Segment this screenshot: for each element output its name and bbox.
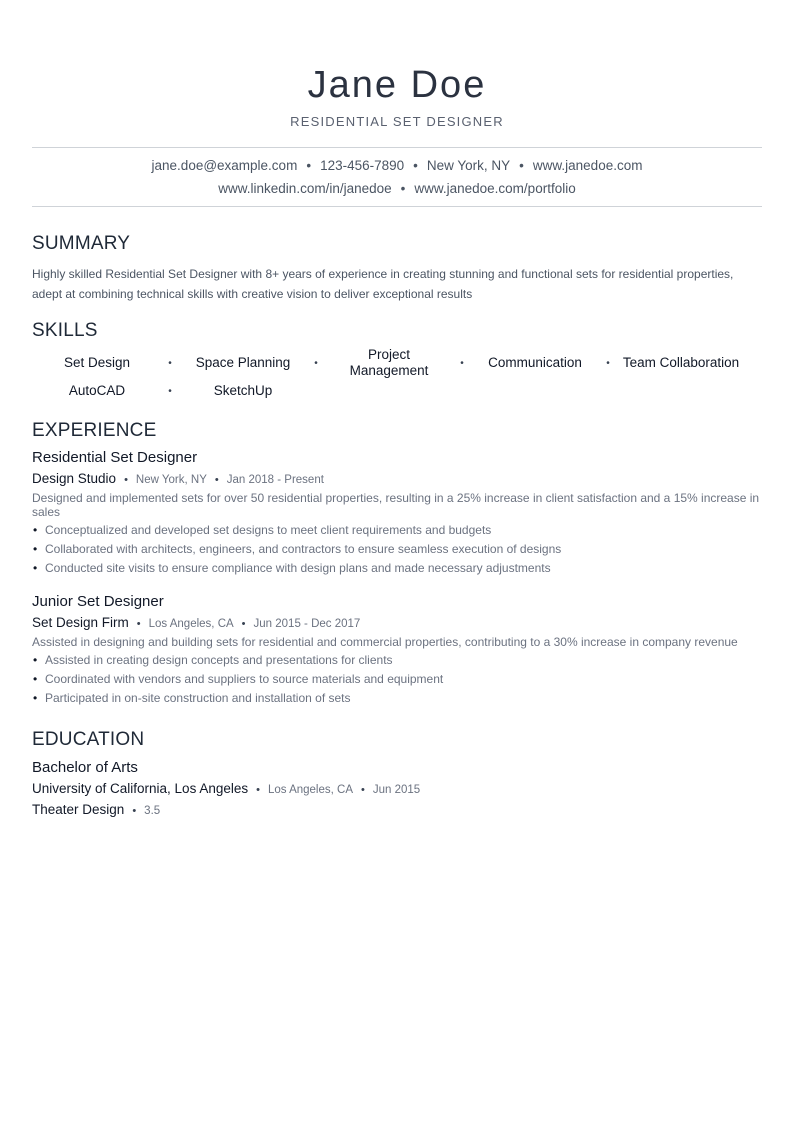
job-meta — [32, 468, 762, 490]
skills-heading: SKILLS — [32, 320, 98, 341]
candidate-name: Jane Doe — [307, 64, 487, 106]
skill-item: Set Design — [63, 355, 131, 370]
school-name: University of California, Los Angeles — [32, 781, 249, 796]
bullet-icon: • — [33, 561, 38, 575]
job-location: New York, NY — [135, 474, 207, 486]
job-entry-title: Junior Set Designer — [32, 593, 164, 610]
job-description: Assisted in designing and building sets for residential and commercial properties, contributing to a 30% increase in company revenue — [32, 635, 738, 649]
list-item: • Coordinated with vendors and suppliers to source materials and equipment — [32, 670, 762, 689]
separator-dot: • — [241, 618, 246, 630]
skills-grid — [32, 349, 762, 405]
company-name: Set Design Firm — [32, 615, 129, 630]
skill-item: Team Collaboration — [622, 355, 740, 370]
graduation-date: Jun 2015 — [372, 784, 421, 796]
job-title: RESIDENTIAL SET DESIGNER — [290, 114, 504, 129]
skill-item: Project Management — [349, 347, 429, 378]
contact-linkedin[interactable]: www.linkedin.com/in/janedoe — [218, 181, 392, 196]
list-item: • Conceptualized and developed set designs to meet client requirements and budgets — [32, 521, 762, 540]
job-dates: Jun 2015 - Dec 2017 — [253, 618, 361, 630]
bullet-icon: • — [33, 542, 38, 556]
contact-portfolio[interactable]: www.janedoe.com/portfolio — [414, 181, 576, 196]
education-meta — [32, 778, 762, 799]
separator-dot: • — [314, 357, 318, 369]
separator-dot: • — [256, 784, 260, 796]
contact-location: New York, NY — [426, 158, 511, 173]
gpa-value: 3.5 — [144, 805, 161, 817]
experience-heading: EXPERIENCE — [32, 420, 157, 441]
separator-dot: • — [606, 357, 610, 369]
separator-dot: • — [168, 357, 172, 369]
divider — [32, 206, 762, 207]
separator-dot: • — [306, 158, 312, 173]
bullet-icon: • — [33, 653, 38, 667]
job-entry-title: Residential Set Designer — [32, 449, 198, 466]
education-major — [32, 799, 762, 820]
separator-dot: • — [124, 474, 128, 486]
separator-dot: • — [132, 805, 137, 817]
separator-dot: • — [136, 618, 141, 630]
list-item: • Assisted in creating design concepts and presentations for clients — [32, 651, 762, 670]
job-entry — [32, 592, 762, 708]
bullet-icon: • — [33, 672, 38, 686]
separator-dot: • — [168, 385, 172, 397]
summary-heading: SUMMARY — [32, 233, 131, 254]
job-bullets — [32, 651, 762, 708]
skill-item: Space Planning — [195, 355, 291, 370]
degree-title: Bachelor of Arts — [32, 759, 138, 776]
education-heading: EDUCATION — [32, 729, 145, 750]
separator-dot: • — [413, 158, 418, 173]
separator-dot: • — [361, 784, 365, 796]
major-name: Theater Design — [32, 802, 125, 817]
job-location: Los Angeles, CA — [148, 618, 234, 630]
contact-phone[interactable]: 123-456-7890 — [320, 158, 405, 173]
job-description: Designed and implemented sets for over 50 residential properties, resulting in a 25% increase in client satisfaction and a 15% increase in sales — [32, 491, 760, 519]
job-meta — [32, 612, 762, 634]
list-item: • Participated in on-site construction and installation of sets — [32, 689, 762, 708]
resume-header — [32, 64, 762, 131]
separator-dot: • — [519, 158, 524, 173]
skill-item: Communication — [488, 355, 582, 370]
job-dates: Jan 2018 - Present — [226, 474, 324, 486]
skill-item: SketchUp — [213, 383, 273, 398]
job-entry — [32, 448, 762, 578]
company-name: Design Studio — [32, 471, 117, 486]
separator-dot: • — [400, 181, 406, 196]
list-item: • Collaborated with architects, engineers, and contractors to ensure seamless execution of designs — [32, 540, 762, 559]
contact-info — [32, 154, 762, 200]
school-location: Los Angeles, CA — [267, 784, 353, 796]
bullet-icon: • — [33, 523, 38, 537]
resume-page — [32, 0, 762, 820]
divider — [32, 147, 762, 148]
contact-email[interactable]: jane.doe@example.com — [151, 158, 298, 173]
summary-text: Highly skilled Residential Set Designer with 8+ years of experience in creating stunning and functional sets for residential properties, adept at combining technical skills with creative vision to deliver exceptional results — [32, 267, 734, 301]
skill-item: AutoCAD — [68, 383, 126, 398]
list-item: • Conducted site visits to ensure compliance with design plans and made necessary adjustments — [32, 559, 762, 578]
separator-dot: • — [460, 357, 464, 369]
separator-dot: • — [214, 474, 219, 486]
bullet-icon: • — [33, 691, 38, 705]
contact-website[interactable]: www.janedoe.com — [532, 158, 643, 173]
job-bullets — [32, 521, 762, 578]
